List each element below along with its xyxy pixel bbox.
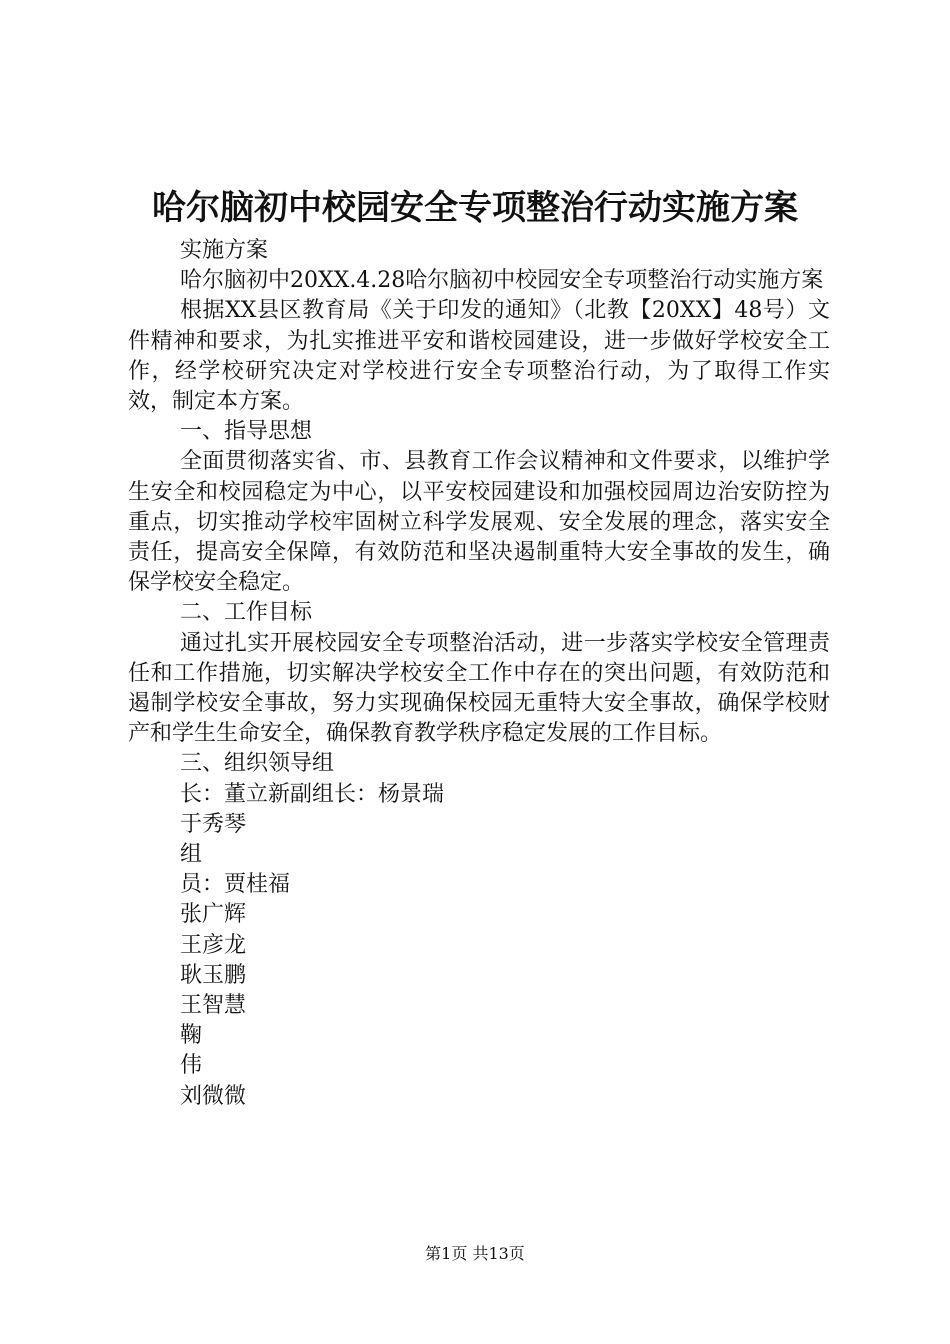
page-number-footer: 第1页 共13页 xyxy=(425,1244,525,1263)
member-line: 王智慧 xyxy=(180,993,247,1019)
paragraph-basis: 根据XX县区教育局《关于印发的通知》（北教【20XX】48号）文件精神和要求，为扎实推进平安和谐校园建设，进一步做好学校安全工作，经学校研究决定对学校进行安全专项整治行动，为了取得工作实效，制定本方案。 xyxy=(128,298,830,415)
document-body xyxy=(128,236,830,1112)
member-line: 耿玉鹏 xyxy=(180,962,247,988)
member-line: 刘微微 xyxy=(180,1083,247,1109)
paragraph-heading-plan: 实施方案 xyxy=(180,238,269,263)
member-line: 员：贾桂福 xyxy=(180,872,291,898)
member-line: 于秀琴 xyxy=(180,811,247,837)
member-line: 王彦龙 xyxy=(180,932,247,958)
paragraph-work-goal: 通过扎实开展校园安全专项整治活动，进一步落实学校安全管理责任和工作措施，切实解决学校安全工作中存在的突出问题，有效防范和遏制学校安全事故，努力实现确保校园无重特大安全事故，确保学校财产和学生生命安全，确保教育教学秩序稳定发展的工作目标。 xyxy=(128,630,830,747)
section-heading-guiding-thought: 一、指导思想 xyxy=(180,419,313,445)
section-heading-work-goal: 二、工作目标 xyxy=(180,600,313,626)
paragraph-subtitle: 哈尔脑初中20XX.4.28哈尔脑初中校园安全专项整治行动实施方案 xyxy=(180,268,824,294)
section-heading-leadership-group: 三、组织领导组 xyxy=(180,751,335,777)
member-line: 张广辉 xyxy=(180,902,247,928)
member-line: 鞠 xyxy=(180,1023,203,1049)
member-line: 长：董立新副组长：杨景瑞 xyxy=(180,781,445,807)
document-title: 哈尔脑初中校园安全专项整治行动实施方案 xyxy=(152,188,798,228)
paragraph-guiding-thought: 全面贯彻落实省、市、县教育工作会议精神和文件要求，以维护学生安全和校园稳定为中心，以平安校园建设和加强校园周边治安防控为重点，切实推动学校牢固树立科学发展观、安全发展的理念，落实安全责任，提高安全保障，有效防范和坚决遏制重特大安全事故的发生，确保学校安全稳定。 xyxy=(128,449,830,596)
member-line: 伟 xyxy=(180,1053,203,1079)
member-line: 组 xyxy=(180,842,203,868)
